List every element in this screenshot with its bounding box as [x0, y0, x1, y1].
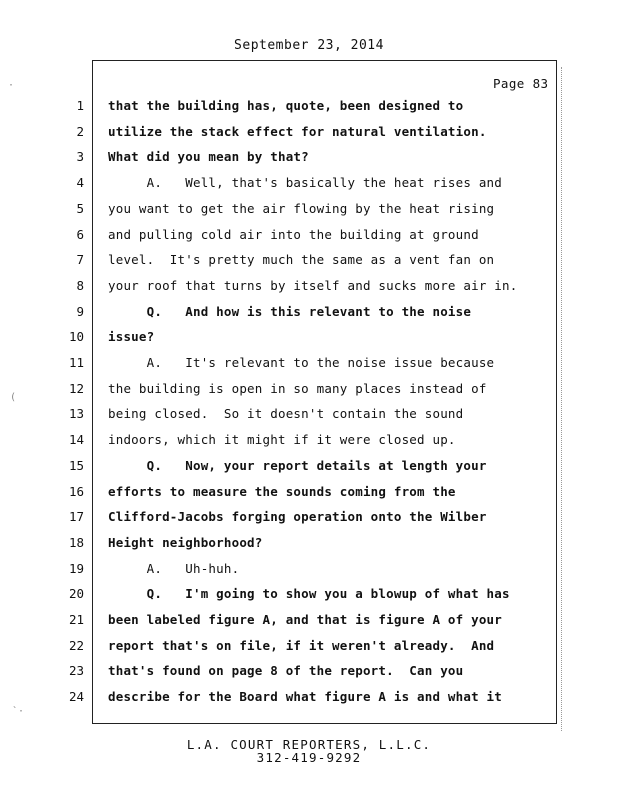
line-number: 13: [68, 406, 84, 421]
line-text: describe for the Board what figure A is and what it: [108, 689, 503, 704]
line-number: 2: [76, 124, 84, 139]
line-number: 3: [76, 149, 84, 164]
footer-phone: 312-419-9292: [256, 750, 362, 765]
line-number: 4: [76, 175, 84, 190]
line-text: What did you mean by that?: [108, 149, 309, 164]
line-number: 15: [68, 458, 84, 473]
line-text: A. It's relevant to the noise issue because: [108, 355, 495, 370]
line-number: 12: [68, 381, 84, 396]
line-text: you want to get the air flowing by the heat rising: [108, 201, 495, 216]
line-text: and pulling cold air into the building at ground: [108, 227, 479, 242]
page-number: Page 83: [493, 76, 549, 91]
line-number: 6: [76, 227, 84, 242]
line-text: Q. Now, your report details at length your: [108, 458, 487, 473]
line-text: Q. And how is this relevant to the noise: [108, 304, 472, 319]
scan-mark: (: [10, 392, 17, 403]
line-number: 14: [68, 432, 84, 447]
line-text: your roof that turns by itself and sucks more air in.: [108, 278, 518, 293]
line-number: 7: [76, 252, 84, 267]
footer-company: L.A. COURT REPORTERS, L.L.C.: [186, 737, 432, 752]
line-number: 17: [68, 509, 84, 524]
line-text: being closed. So it doesn't contain the sound: [108, 406, 464, 421]
line-text: Height neighborhood?: [108, 535, 263, 550]
line-text: that the building has, quote, been designed to: [108, 98, 464, 113]
line-number: 23: [68, 663, 84, 678]
line-text: that's found on page 8 of the report. Can you: [108, 663, 464, 678]
header-date: September 23, 2014: [234, 38, 384, 53]
line-text: level. It's pretty much the same as a vent fan on: [108, 252, 495, 267]
line-text: Q. I'm going to show you a blowup of what has: [108, 586, 510, 601]
line-text: utilize the stack effect for natural ventilation.: [108, 124, 487, 139]
line-text: issue?: [108, 329, 155, 344]
line-text: been labeled figure A, and that is figure A of your: [108, 612, 503, 627]
line-number: 20: [68, 586, 84, 601]
line-number: 19: [68, 561, 84, 576]
scan-mark: ·: [8, 80, 15, 91]
line-number: 1: [76, 98, 84, 113]
line-number: 5: [76, 201, 84, 216]
line-text: efforts to measure the sounds coming from the: [108, 484, 456, 499]
line-number: 16: [68, 484, 84, 499]
line-number: 11: [68, 355, 84, 370]
line-text: A. Uh-huh.: [108, 561, 240, 576]
line-number: 24: [68, 689, 84, 704]
line-number: 22: [68, 638, 84, 653]
line-number: 8: [76, 278, 84, 293]
line-text: report that's on file, if it weren't already. And: [108, 638, 495, 653]
line-number: 9: [76, 304, 84, 319]
line-number: 18: [68, 535, 84, 550]
line-text: the building is open in so many places instead of: [108, 381, 487, 396]
line-text: indoors, which it might if it were closed up.: [108, 432, 456, 447]
scan-mark: `·: [12, 706, 25, 717]
line-number: 10: [68, 329, 84, 344]
line-text: A. Well, that's basically the heat rises and: [108, 175, 503, 190]
line-text: Clifford-Jacobs forging operation onto the Wilber: [108, 509, 487, 524]
line-number: 21: [68, 612, 84, 627]
